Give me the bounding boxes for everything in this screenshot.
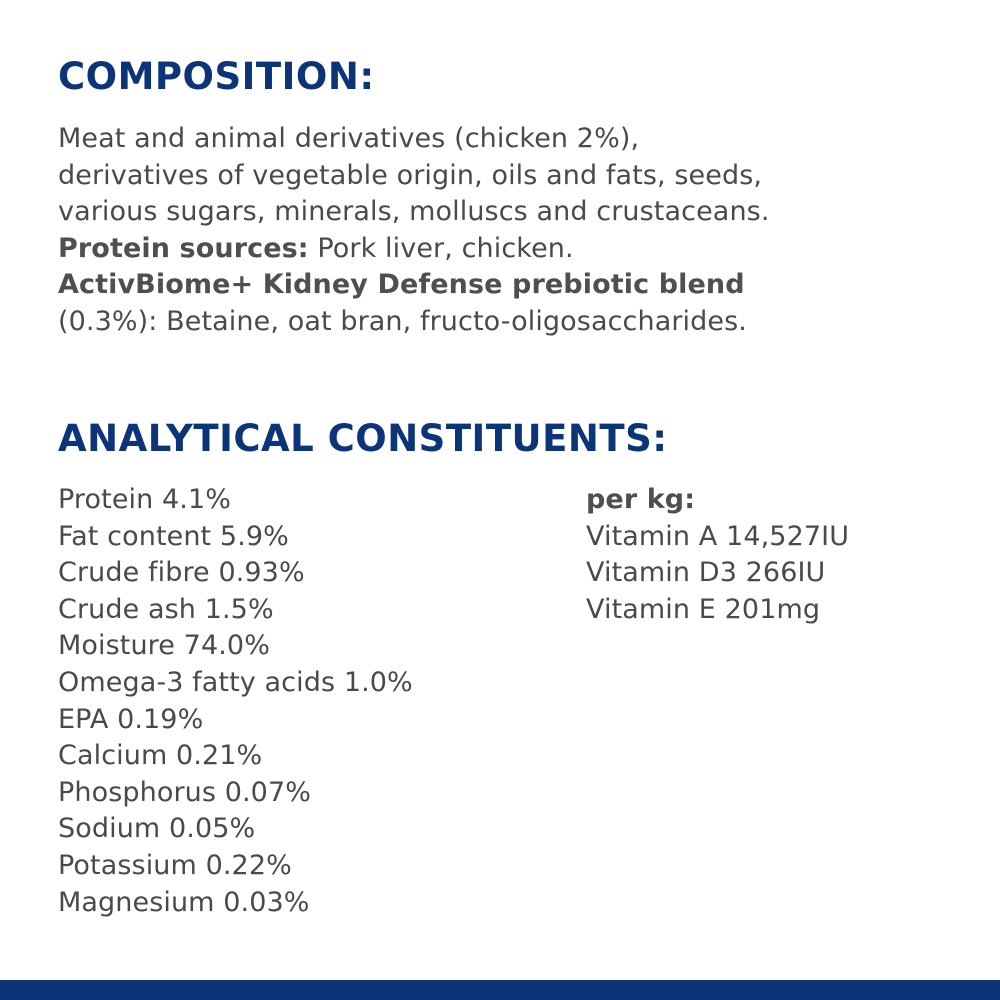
constituent-item: Crude ash 1.5% bbox=[58, 593, 274, 625]
constituent-item: EPA 0.19% bbox=[58, 703, 204, 735]
per-kg-label: per kg: bbox=[586, 484, 696, 515]
vitamin-item: Vitamin D3 266IU bbox=[586, 557, 826, 589]
bottom-brand-bar bbox=[0, 980, 1000, 1000]
vitamin-item: Vitamin E 201mg bbox=[586, 593, 821, 625]
protein-sources-label: Protein sources: bbox=[58, 232, 309, 264]
vitamins-per-kg-list bbox=[586, 482, 966, 628]
constituent-item: Omega-3 fatty acids 1.0% bbox=[58, 666, 413, 698]
constituent-item: Sodium 0.05% bbox=[58, 813, 256, 845]
composition-text bbox=[58, 121, 958, 340]
constituent-item: Moisture 74.0% bbox=[58, 630, 270, 662]
constituent-item: Protein 4.1% bbox=[58, 484, 232, 515]
prebiotic-blend-value: (0.3%): Betaine, oat bran, fructo-oligosaccharides. bbox=[58, 305, 747, 337]
protein-sources-line bbox=[58, 231, 958, 268]
composition-line-3: various sugars, minerals, molluscs and crustaceans. bbox=[58, 196, 770, 227]
vitamin-item: Vitamin A 14,527IU bbox=[586, 520, 850, 552]
prebiotic-blend-label: ActivBiome+ Kidney Defense prebiotic blend bbox=[58, 269, 745, 300]
constituent-item: Magnesium 0.03% bbox=[58, 886, 310, 918]
prebiotic-blend-label-line bbox=[58, 267, 958, 304]
constituent-item: Calcium 0.21% bbox=[58, 740, 263, 772]
constituent-item: Fat content 5.9% bbox=[58, 520, 289, 552]
composition-line-2: derivatives of vegetable origin, oils and fats, seeds, bbox=[58, 159, 763, 191]
composition-heading: COMPOSITION: bbox=[58, 55, 375, 98]
constituent-item: Phosphorus 0.07% bbox=[58, 776, 311, 808]
constituent-item: Crude fibre 0.93% bbox=[58, 557, 305, 589]
protein-sources-value: Pork liver, chicken. bbox=[308, 232, 574, 264]
composition-line-1: Meat and animal derivatives (chicken 2%), bbox=[58, 123, 640, 154]
constituent-item: Potassium 0.22% bbox=[58, 849, 292, 881]
analytical-constituents-heading: ANALYTICAL CONSTITUENTS: bbox=[58, 417, 668, 460]
constituents-list bbox=[58, 482, 558, 921]
